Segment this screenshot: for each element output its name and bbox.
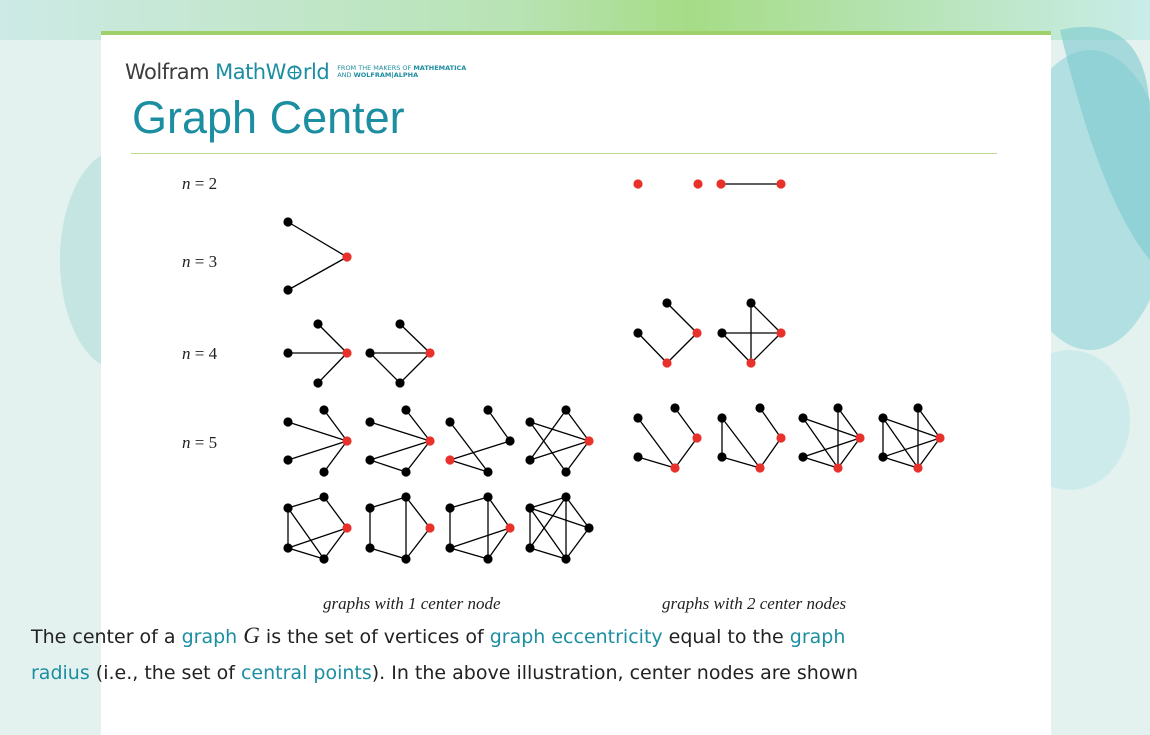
graph-edge (318, 353, 347, 383)
graph-edge (406, 528, 430, 559)
graph-edge (324, 410, 347, 441)
graph-node (283, 417, 292, 426)
graph-edge (667, 333, 697, 363)
graph-node (798, 452, 807, 461)
graph-node (319, 554, 328, 563)
graph-edge (400, 324, 430, 353)
brand-rld: rld (302, 60, 330, 84)
tagline-prefix-2: AND (337, 71, 352, 79)
graph-n5-e (633, 403, 701, 472)
graph-node (283, 455, 292, 464)
center-node (670, 463, 679, 472)
graph-node (483, 405, 492, 414)
center-node (662, 358, 671, 367)
center-node (425, 348, 434, 357)
graph-edge (760, 408, 781, 438)
graph-edge (530, 410, 566, 460)
graph-edge (288, 257, 347, 290)
graph-node (365, 417, 374, 426)
graph-edge (760, 438, 781, 468)
page-title: Graph Center (132, 92, 405, 143)
caption-one-center: graphs with 1 center node (323, 594, 501, 613)
graph-edge (450, 441, 510, 460)
brand-wolfram: Wolfram (125, 60, 210, 84)
graph-edge (324, 528, 347, 559)
graph-n5-j (365, 492, 434, 563)
graph-n3-a (283, 217, 351, 294)
center-node (746, 358, 755, 367)
graph-edge (530, 497, 566, 508)
center-node (755, 463, 764, 472)
graph-edge (722, 457, 760, 468)
graph-node (913, 403, 922, 412)
center-node (425, 436, 434, 445)
center-node (692, 328, 701, 337)
graph-node (313, 378, 322, 387)
center-node (425, 523, 434, 532)
graph-node (365, 455, 374, 464)
desc-text-4: (i.e., the set of (89, 662, 241, 684)
graph-edge (883, 418, 918, 468)
graph-edge (638, 418, 675, 468)
graph-node (662, 298, 671, 307)
graph-edge (530, 441, 589, 460)
center-node (692, 433, 701, 442)
center-node (342, 436, 351, 445)
row-label-n3: n = 3 (182, 252, 218, 271)
desc-text-5: ). In the above illustration, center nodes are shown (371, 662, 859, 684)
graph-edge (370, 353, 400, 383)
graph-node (365, 348, 374, 357)
graph-edge (667, 303, 697, 333)
graph-edge (370, 460, 406, 472)
center-node (633, 179, 642, 188)
center-node (776, 433, 785, 442)
center-node (342, 523, 351, 532)
graph-edge (288, 497, 324, 508)
graph-node (633, 452, 642, 461)
graph-node (670, 403, 679, 412)
graph-edge (530, 422, 566, 472)
graph-edge (722, 418, 760, 468)
graph-node (561, 467, 570, 476)
graph-edge (400, 353, 430, 383)
graph-edge (883, 438, 940, 457)
graph-n5-d (525, 405, 593, 476)
desc-text-1: The center of a (31, 626, 182, 648)
graph-node (505, 436, 514, 445)
graph-n5-l (525, 492, 593, 563)
graph-node (746, 298, 755, 307)
graph-n2-a (633, 179, 642, 188)
center-node (584, 436, 593, 445)
row-label-n2: n = 2 (182, 174, 218, 193)
graph-node (319, 405, 328, 414)
graph-node (798, 413, 807, 422)
row-label-n5: n = 5 (182, 433, 218, 452)
tagline-strong-1: MATHEMATICA (413, 64, 467, 72)
graph-edge (450, 548, 488, 559)
center-node (505, 523, 514, 532)
link-graph-radius[interactable]: graph radius (31, 626, 846, 684)
graph-edge (450, 422, 488, 472)
graph-edge (450, 460, 488, 472)
graph-edge (803, 418, 860, 438)
graph-edge (803, 418, 838, 468)
graph-edge (883, 457, 918, 468)
graph-edge (288, 222, 347, 257)
graph-edge (288, 441, 347, 460)
link-graph-eccentricity[interactable]: graph eccentricity (489, 626, 663, 648)
graph-edge (530, 508, 589, 528)
link-central-points[interactable]: central points (240, 662, 372, 684)
graph-edge (450, 497, 488, 508)
caption-two-center: graphs with 2 center nodes (662, 594, 847, 613)
graph-node (633, 328, 642, 337)
graph-edge (406, 497, 430, 528)
graph-edge (406, 441, 430, 472)
graph-node (401, 492, 410, 501)
graph-edge (288, 422, 347, 441)
graph-edge (488, 497, 510, 528)
graph-edge (566, 497, 589, 528)
graph-node (401, 554, 410, 563)
graph-node (401, 405, 410, 414)
graph-n5-k (445, 492, 514, 563)
center-node (693, 179, 702, 188)
graph-node (483, 492, 492, 501)
graph-node (395, 319, 404, 328)
center-node (935, 433, 944, 442)
graph-n4-c (633, 298, 701, 367)
graph-node (525, 417, 534, 426)
graph-edge (406, 410, 430, 441)
center-node (342, 348, 351, 357)
graph-n5-i (283, 492, 351, 563)
graph-edge (638, 457, 675, 468)
graph-node (401, 467, 410, 476)
graph-edge (566, 441, 589, 472)
graph-node (445, 543, 454, 552)
graph-n2-b (693, 179, 785, 188)
graph-n5-a (283, 405, 351, 476)
graph-edge (324, 497, 347, 528)
graph-node (313, 319, 322, 328)
graph-edge (288, 528, 347, 548)
graph-edge (751, 303, 781, 333)
graph-n5-f (717, 403, 785, 472)
graph-node (283, 217, 292, 226)
graph-node (525, 455, 534, 464)
graph-edge (370, 422, 430, 441)
brand-mathw: MathW (215, 60, 286, 84)
center-node (776, 328, 785, 337)
graph-edge (803, 457, 838, 468)
row-label-n4: n = 4 (182, 344, 218, 363)
graph-node (445, 417, 454, 426)
graph-edge (675, 408, 697, 438)
graph-edge (370, 441, 430, 460)
graph-edge (370, 497, 406, 508)
graph-node (525, 543, 534, 552)
graph-edge (530, 548, 566, 559)
graph-edge (370, 548, 406, 559)
variable-g: G (243, 623, 260, 648)
desc-text-2: is the set of vertices of (259, 626, 490, 648)
graph-node (319, 492, 328, 501)
center-node (776, 179, 785, 188)
graph-edge (566, 410, 589, 441)
graph-edge (450, 528, 510, 548)
graph-n4-a (283, 319, 351, 387)
graph-edge (838, 438, 860, 468)
graph-node (561, 554, 570, 563)
desc-text-3: equal to the (662, 626, 790, 648)
graph-edge (803, 438, 860, 457)
center-node (855, 433, 864, 442)
graph-node (717, 413, 726, 422)
graph-node (483, 554, 492, 563)
center-node (342, 252, 351, 261)
graph-node (584, 523, 593, 532)
graph-edge (318, 324, 347, 353)
graph-n5-h (878, 403, 944, 472)
graph-node (445, 503, 454, 512)
center-node (913, 463, 922, 472)
center-node (445, 455, 454, 464)
graph-node (561, 492, 570, 501)
graph-n5-g (798, 403, 864, 472)
graph-node (633, 413, 642, 422)
graph-edge (751, 333, 781, 363)
graph-node (319, 467, 328, 476)
graph-n4-b (365, 319, 434, 387)
link-graph[interactable]: graph (181, 626, 238, 648)
tagline-prefix-1: FROM THE MAKERS OF (337, 64, 412, 72)
graph-node (561, 405, 570, 414)
graph-edge (530, 508, 566, 559)
graph-edge (675, 438, 697, 468)
graph-node (878, 413, 887, 422)
graph-node (395, 378, 404, 387)
row-labels (182, 174, 218, 452)
graph-edge (288, 548, 324, 559)
graph-node (717, 452, 726, 461)
graph-node (717, 328, 726, 337)
graph-node (878, 452, 887, 461)
graph-node (283, 348, 292, 357)
graph-drawings (283, 179, 944, 563)
graph-n5-b (365, 405, 434, 476)
graph-node (525, 503, 534, 512)
center-node (833, 463, 842, 472)
graph-edge (530, 497, 566, 548)
graph-edge (488, 410, 510, 441)
graph-edge (918, 438, 940, 468)
graph-edge (883, 418, 940, 438)
center-node (716, 179, 725, 188)
graph-node (283, 285, 292, 294)
graph-node (483, 467, 492, 476)
graph-node (833, 403, 842, 412)
graph-node (283, 543, 292, 552)
graph-n4-d (717, 298, 785, 367)
description-paragraph (31, 618, 901, 691)
graph-edge (530, 422, 589, 441)
tagline-strong-2: WOLFRAM|ALPHA (353, 71, 419, 79)
graph-edge (324, 441, 347, 472)
graph-edge (488, 528, 510, 559)
graph-node (755, 403, 764, 412)
graph-edge (566, 528, 589, 559)
graph-edge (638, 333, 667, 363)
graph-edge (288, 508, 324, 559)
graph-edge (722, 333, 751, 363)
graph-n5-c (445, 405, 514, 476)
graph-node (365, 543, 374, 552)
graph-node (365, 503, 374, 512)
graph-node (283, 503, 292, 512)
